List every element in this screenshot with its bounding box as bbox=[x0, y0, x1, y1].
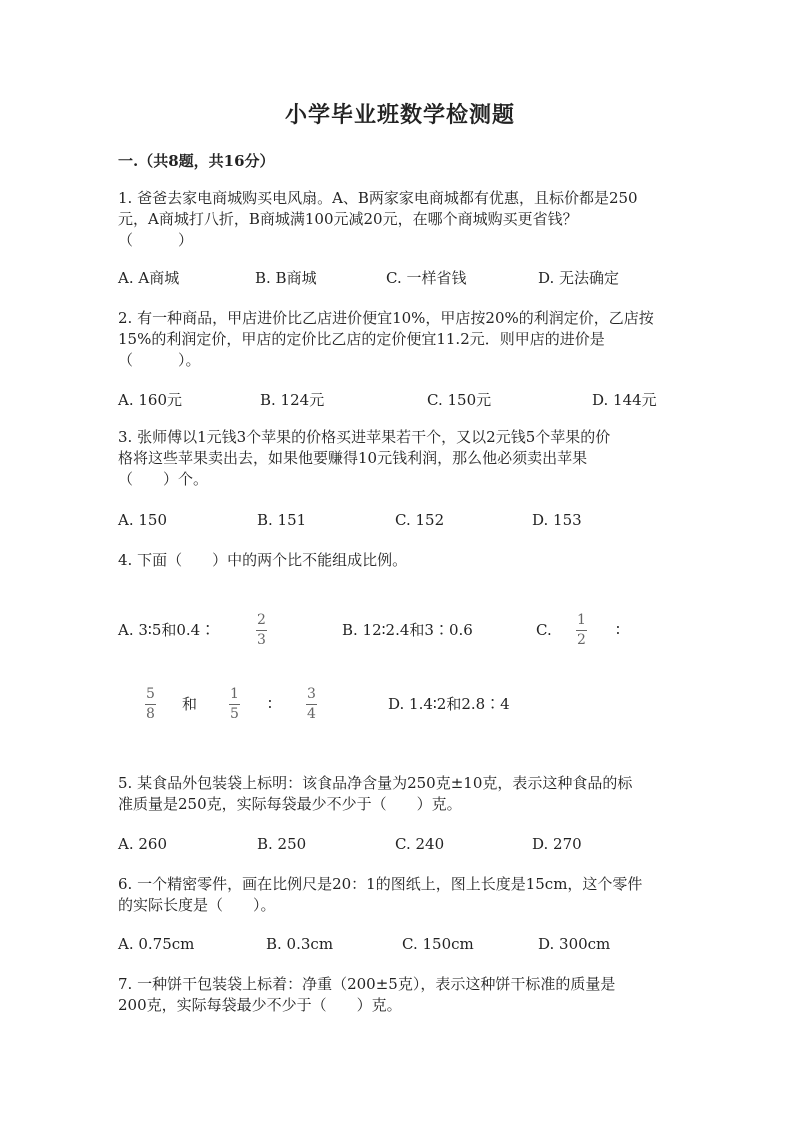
question-6 bbox=[118, 874, 686, 916]
and-word: 和 bbox=[182, 695, 198, 713]
option-b[interactable]: B. 12∶2.4和3∶0.6 bbox=[342, 621, 473, 639]
option-a[interactable]: A. 0.75cm bbox=[118, 935, 195, 953]
fraction-2-3 bbox=[256, 613, 267, 648]
fraction-numerator: 5 bbox=[146, 686, 155, 702]
question-text-line: 4. 下面（ ）中的两个比不能组成比例。 bbox=[118, 551, 408, 569]
fraction-numerator: 1 bbox=[577, 612, 586, 628]
option-b[interactable]: B. B商城 bbox=[255, 269, 317, 287]
option-a[interactable]: A. A商城 bbox=[118, 269, 180, 287]
fraction-1-2 bbox=[576, 613, 587, 648]
option-d[interactable]: D. 无法确定 bbox=[538, 269, 620, 287]
option-a[interactable]: A. 160元 bbox=[118, 391, 182, 409]
fraction-bar bbox=[145, 704, 156, 705]
option-a[interactable]: A. 3∶5和0.4∶ bbox=[118, 621, 216, 639]
question-text-line: 元，A商城打八折，B商城满100元减20元，在哪个商城购买更省钱？ bbox=[118, 210, 578, 228]
question-text-line: 5. 某食品外包装袋上标明：该食品净含量为250克±10克，表示这种食品的标 bbox=[118, 774, 633, 792]
section-heading: 一.（共8题，共16分） bbox=[118, 152, 275, 170]
option-b[interactable]: B. 250 bbox=[257, 835, 307, 853]
option-c[interactable]: C. 240 bbox=[395, 835, 445, 853]
option-a[interactable]: A. 260 bbox=[118, 835, 167, 853]
option-c[interactable]: C. 一样省钱 bbox=[386, 269, 467, 287]
fraction-denominator: 5 bbox=[230, 706, 239, 722]
fraction-denominator: 2 bbox=[577, 632, 586, 648]
question-text-line: 准质量是250克，实际每袋最少不少于（ ）克。 bbox=[118, 795, 462, 813]
option-d[interactable]: D. 300cm bbox=[538, 935, 611, 953]
option-c[interactable]: C. 152 bbox=[395, 511, 445, 529]
option-c[interactable]: C. 150cm bbox=[402, 935, 474, 953]
fraction-numerator: 3 bbox=[307, 686, 316, 702]
option-d[interactable]: D. 270 bbox=[532, 835, 582, 853]
option-d[interactable]: D. 153 bbox=[532, 511, 582, 529]
question-text-line: 格将这些苹果卖出去，如果他要赚得10元钱利润，那么他必须卖出苹果 bbox=[118, 449, 588, 467]
option-b[interactable]: B. 151 bbox=[257, 511, 307, 529]
question-text-line: 3. 张师傅以1元钱3个苹果的价格买进苹果若干个，又以2元钱5个苹果的价 bbox=[118, 428, 611, 446]
question-text-line: 6. 一个精密零件，画在比例尺是20：1的图纸上，图上长度是15cm，这个零件 bbox=[118, 875, 643, 893]
fraction-bar bbox=[229, 704, 240, 705]
question-text-line: 7. 一种饼干包装袋上标着：净重（200±5克），表示这种饼干标准的质量是 bbox=[118, 975, 616, 993]
question-1 bbox=[118, 188, 686, 251]
fraction-denominator: 8 bbox=[146, 706, 155, 722]
question-5 bbox=[118, 773, 686, 815]
fraction-bar bbox=[576, 630, 587, 631]
fraction-bar bbox=[256, 630, 267, 631]
fraction-denominator: 4 bbox=[307, 706, 316, 722]
fraction-numerator: 1 bbox=[230, 686, 239, 702]
question-text-line: 2. 有一种商品，甲店进价比乙店进价便宜10%，甲店按20%的利润定价，乙店按 bbox=[118, 309, 654, 327]
fraction-numerator: 2 bbox=[257, 612, 266, 628]
question-text-line: 200克，实际每袋最少不少于（ ）克。 bbox=[118, 996, 402, 1014]
option-c[interactable]: C. 150元 bbox=[427, 391, 492, 409]
option-a[interactable]: A. 150 bbox=[118, 511, 167, 529]
ratio-colon: ∶ bbox=[268, 695, 272, 713]
question-3 bbox=[118, 427, 686, 490]
option-c[interactable]: C. bbox=[536, 621, 552, 639]
ratio-colon: ∶ bbox=[616, 621, 620, 639]
option-b[interactable]: B. 124元 bbox=[260, 391, 325, 409]
question-4 bbox=[118, 550, 686, 571]
question-text-line: （ ）。 bbox=[118, 351, 201, 369]
question-2 bbox=[118, 308, 686, 371]
fraction-bar bbox=[306, 704, 317, 705]
question-text-line: （ ）个。 bbox=[118, 470, 209, 488]
question-text-line: 15%的利润定价，甲店的定价比乙店的定价便宜11.2元．则甲店的进价是 bbox=[118, 330, 605, 348]
question-7 bbox=[118, 974, 686, 1016]
fraction-3-4 bbox=[306, 687, 317, 722]
question-text-line: （ ） bbox=[118, 231, 194, 249]
fraction-denominator: 3 bbox=[257, 632, 266, 648]
fraction-5-8 bbox=[145, 687, 156, 722]
question-text-line: 1. 爸爸去家电商城购买电风扇。A、B两家家电商城都有优惠，且标价都是250 bbox=[118, 189, 638, 207]
option-d[interactable]: D. 144元 bbox=[592, 391, 657, 409]
option-b[interactable]: B. 0.3cm bbox=[266, 935, 334, 953]
page-title: 小学毕业班数学检测题 bbox=[284, 102, 515, 128]
fraction-1-5 bbox=[229, 687, 240, 722]
question-text-line: 的实际长度是（ ）。 bbox=[118, 896, 276, 914]
option-d[interactable]: D. 1.4∶2和2.8∶4 bbox=[388, 695, 510, 713]
